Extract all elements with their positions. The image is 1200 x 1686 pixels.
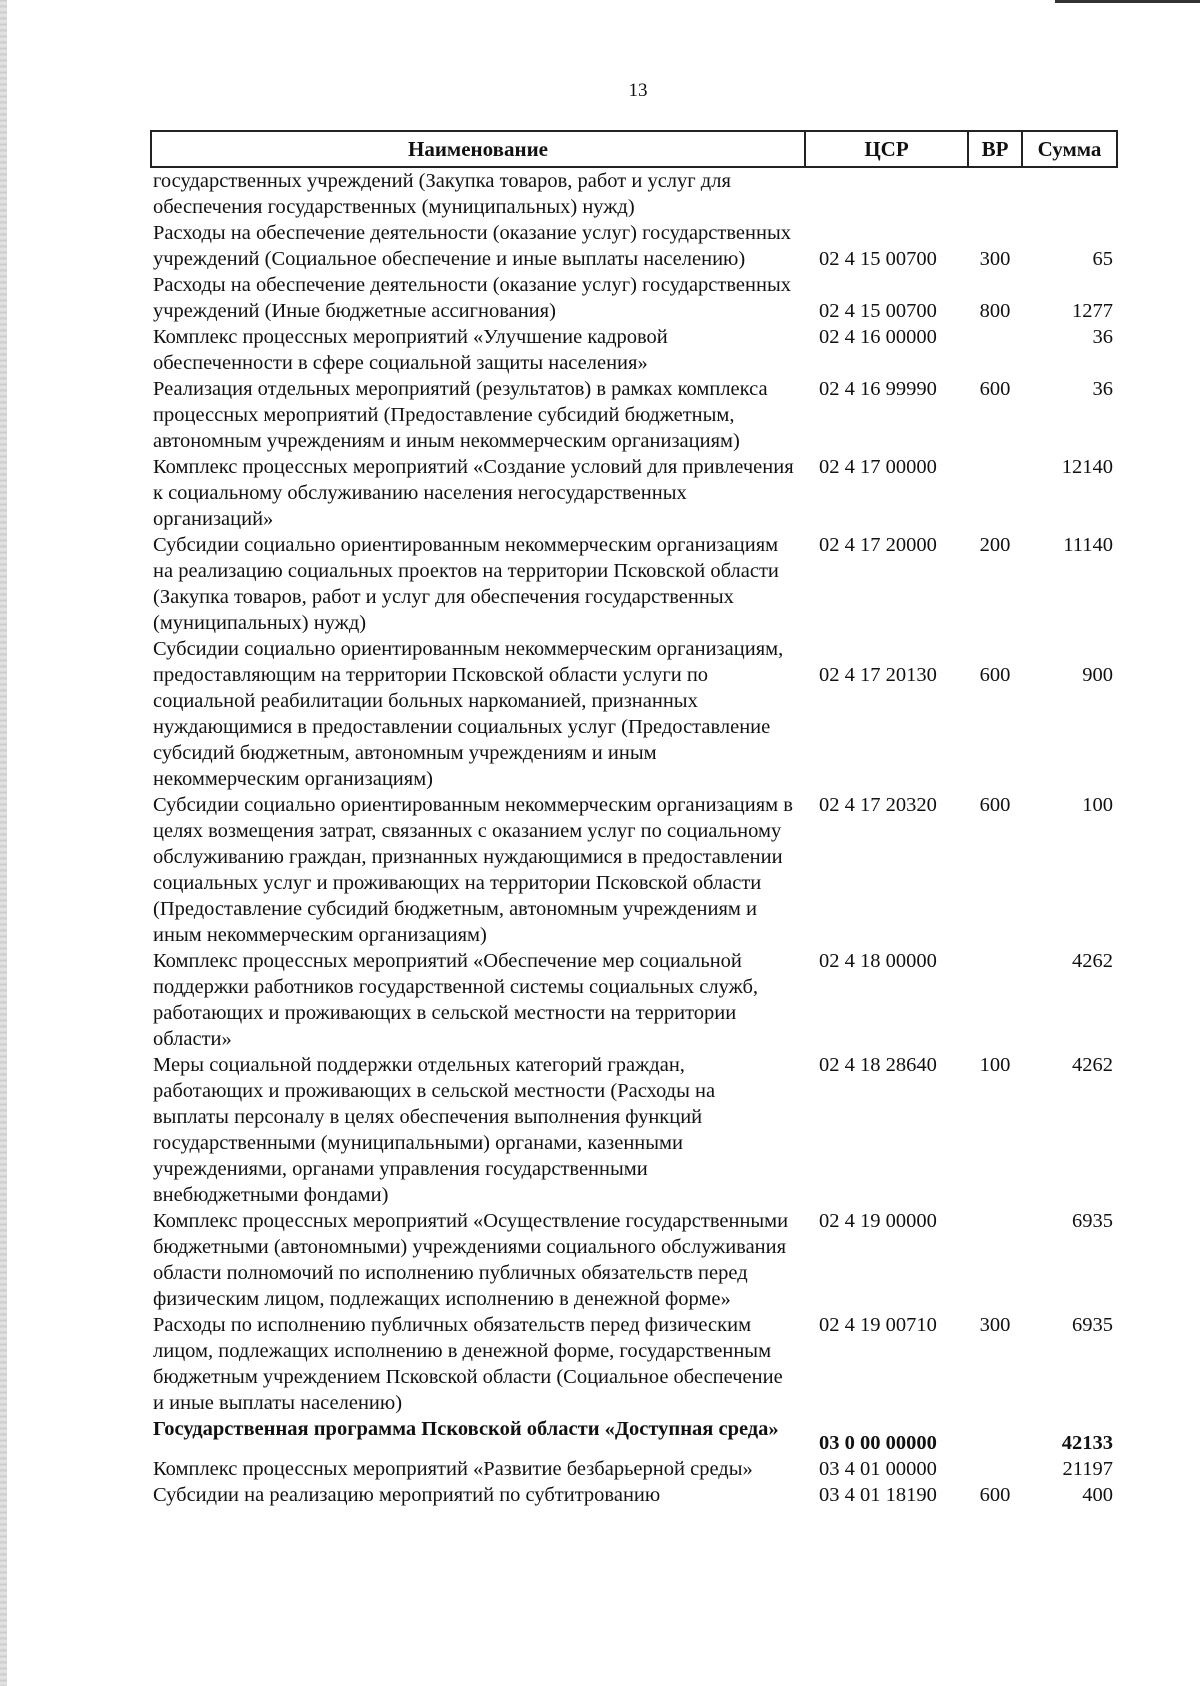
row-vr [968, 948, 1022, 1052]
table-row [151, 1052, 1117, 1208]
row-name: Расходы на обеспечение деятельности (оказание услуг) государственных учреждений (Иные бюджетные ассигнования) [153, 274, 791, 322]
table-header-row [151, 131, 1117, 167]
row-name: Государственная программа Псковской области «Доступная среда» [153, 1418, 779, 1440]
row-name: государственных учреждений (Закупка товаров, работ и услуг для обеспечения государственных (муниципальных) нужд) [153, 170, 731, 218]
row-csr: 02 4 17 20320 [819, 794, 937, 816]
row-vr: 600 [979, 664, 1011, 686]
row-csr: 02 4 17 20130 [819, 664, 937, 686]
row-name: Субсидии социально ориентированным некоммерческим организациям на реализацию социальных проектов на территории Псковской области (Закупка товаров, работ и услуг для обеспечения государственных (муниципальных) нужд) [153, 534, 779, 634]
row-csr [805, 167, 968, 220]
row-csr: 03 0 00 00000 [819, 1432, 937, 1454]
row-csr: 03 4 01 18190 [819, 1484, 937, 1506]
row-sum: 4262 [1072, 1054, 1113, 1076]
row-sum: 400 [1082, 1484, 1113, 1506]
row-sum [1022, 167, 1117, 220]
table-row [151, 272, 1117, 324]
row-csr: 02 4 19 00710 [819, 1314, 937, 1336]
row-sum: 6935 [1072, 1210, 1113, 1232]
row-sum: 1277 [1072, 300, 1113, 322]
budget-table [150, 130, 1118, 1508]
table-row [151, 376, 1117, 454]
row-sum: 6935 [1072, 1314, 1113, 1336]
header-sum: Сумма [1022, 131, 1117, 167]
row-sum: 11140 [1063, 534, 1113, 556]
row-vr: 200 [979, 534, 1011, 556]
table-row [151, 167, 1117, 220]
row-name: Меры социальной поддержки отдельных категорий граждан, работающих и проживающих в сельской местности (Расходы на выплаты персоналу в целях обеспечения выполнения функций государственными (муниципальными) органами, казенными учреждениями, органами управления государственными внебюджетными фондами) [153, 1054, 716, 1206]
row-sum: 42133 [1061, 1432, 1113, 1454]
row-vr: 300 [979, 248, 1011, 270]
table-row [151, 1416, 1117, 1456]
row-sum: 12140 [1061, 456, 1113, 478]
row-csr: 02 4 16 00000 [819, 326, 937, 348]
row-sum: 4262 [1072, 950, 1113, 972]
row-vr: 100 [979, 1054, 1011, 1076]
header-name: Наименование [151, 131, 805, 167]
row-vr: 800 [979, 300, 1011, 322]
row-csr: 02 4 18 28640 [819, 1054, 937, 1076]
row-name: Комплекс процессных мероприятий «Создание условий для привлечения к социальному обслуживанию населения негосударственных организаций» [153, 456, 794, 530]
row-vr [968, 167, 1022, 220]
row-name: Комплекс процессных мероприятий «Улучшение кадровой обеспеченности в сфере социальной защиты населения» [153, 326, 668, 374]
table-row [151, 454, 1117, 532]
row-vr [968, 1208, 1022, 1312]
header-vr: ВР [968, 131, 1022, 167]
row-csr: 02 4 17 20000 [819, 534, 937, 556]
row-sum: 900 [1082, 664, 1113, 686]
row-csr: 02 4 17 00000 [819, 456, 937, 478]
row-sum: 100 [1082, 794, 1113, 816]
table-row [151, 324, 1117, 376]
row-vr [968, 454, 1022, 532]
row-name: Комплекс процессных мероприятий «Развитие безбарьерной среды» [153, 1458, 753, 1480]
row-sum: 36 [1092, 378, 1113, 400]
row-name: Субсидии социально ориентированным некоммерческим организациям в целях возмещения затрат, связанных с оказанием услуг по социальному обслуживанию граждан, признанных нуждающимися в предоставлении социальных услуг и проживающих на территории Псковской области (Предоставление субсидий бюджетным, автономным учреждениям и иным некоммерческим организациям) [153, 794, 793, 946]
row-name: Субсидии социально ориентированным некоммерческим организациям, предоставляющим на территории Псковской области услуги по социальной реабилитации больных наркоманией, признанных нуждающимися в предоставлении социальных услуг (Предоставление субсидий бюджетным, автономным учреждениям и иным некоммерческим организациям) [153, 638, 784, 790]
row-vr [968, 1456, 1022, 1482]
top-rule [1055, 0, 1200, 3]
row-name: Субсидии на реализацию мероприятий по субтитрованию [153, 1484, 661, 1506]
table-row [151, 792, 1117, 948]
row-vr [968, 324, 1022, 376]
row-name: Расходы по исполнению публичных обязательств перед физическим лицом, подлежащих исполнению в денежной форме, государственным бюджетным учреждением Псковской области (Социальное обеспечение и иные выплаты населению) [153, 1314, 783, 1414]
row-csr: 02 4 16 99990 [819, 378, 937, 400]
row-sum: 21197 [1062, 1458, 1113, 1480]
row-vr: 300 [979, 1314, 1011, 1336]
row-vr: 600 [979, 378, 1011, 400]
row-csr: 02 4 18 00000 [819, 950, 937, 972]
table-row [151, 1312, 1117, 1416]
row-vr: 600 [979, 794, 1011, 816]
row-vr: 600 [979, 1484, 1011, 1506]
row-name: Расходы на обеспечение деятельности (оказание услуг) государственных учреждений (Социальное обеспечение и иные выплаты населению) [153, 222, 791, 270]
row-csr: 02 4 19 00000 [819, 1210, 937, 1232]
table-row [151, 1456, 1117, 1482]
row-name: Комплекс процессных мероприятий «Осуществление государственными бюджетными (автономными) учреждениями социального обслуживания области полномочий по исполнению публичных обязательств перед физическим лицом, подлежащих исполнению в денежной форме» [153, 1210, 789, 1310]
header-csr: ЦСР [805, 131, 968, 167]
row-vr [968, 1416, 1022, 1456]
table-row [151, 220, 1117, 272]
row-name: Реализация отдельных мероприятий (результатов) в рамках комплекса процессных мероприятий (Предоставление субсидий бюджетным, автономным учреждениям и иным некоммерческим организациям) [153, 378, 768, 452]
row-sum: 65 [1092, 248, 1113, 270]
table-row [151, 636, 1117, 792]
row-sum: 36 [1092, 326, 1113, 348]
page-number: 13 [628, 80, 648, 101]
row-csr: 03 4 01 00000 [819, 1458, 937, 1480]
row-csr: 02 4 15 00700 [819, 300, 937, 322]
table-row [151, 948, 1117, 1052]
table-row [151, 1482, 1117, 1508]
row-name: Комплекс процессных мероприятий «Обеспечение мер социальной поддержки работников государственной системы социальных служб, работающих и проживающих в сельской местности на территории области» [153, 950, 759, 1050]
table-row [151, 1208, 1117, 1312]
table-row [151, 532, 1117, 636]
row-csr: 02 4 15 00700 [819, 248, 937, 270]
scan-edge [0, 0, 7, 1686]
